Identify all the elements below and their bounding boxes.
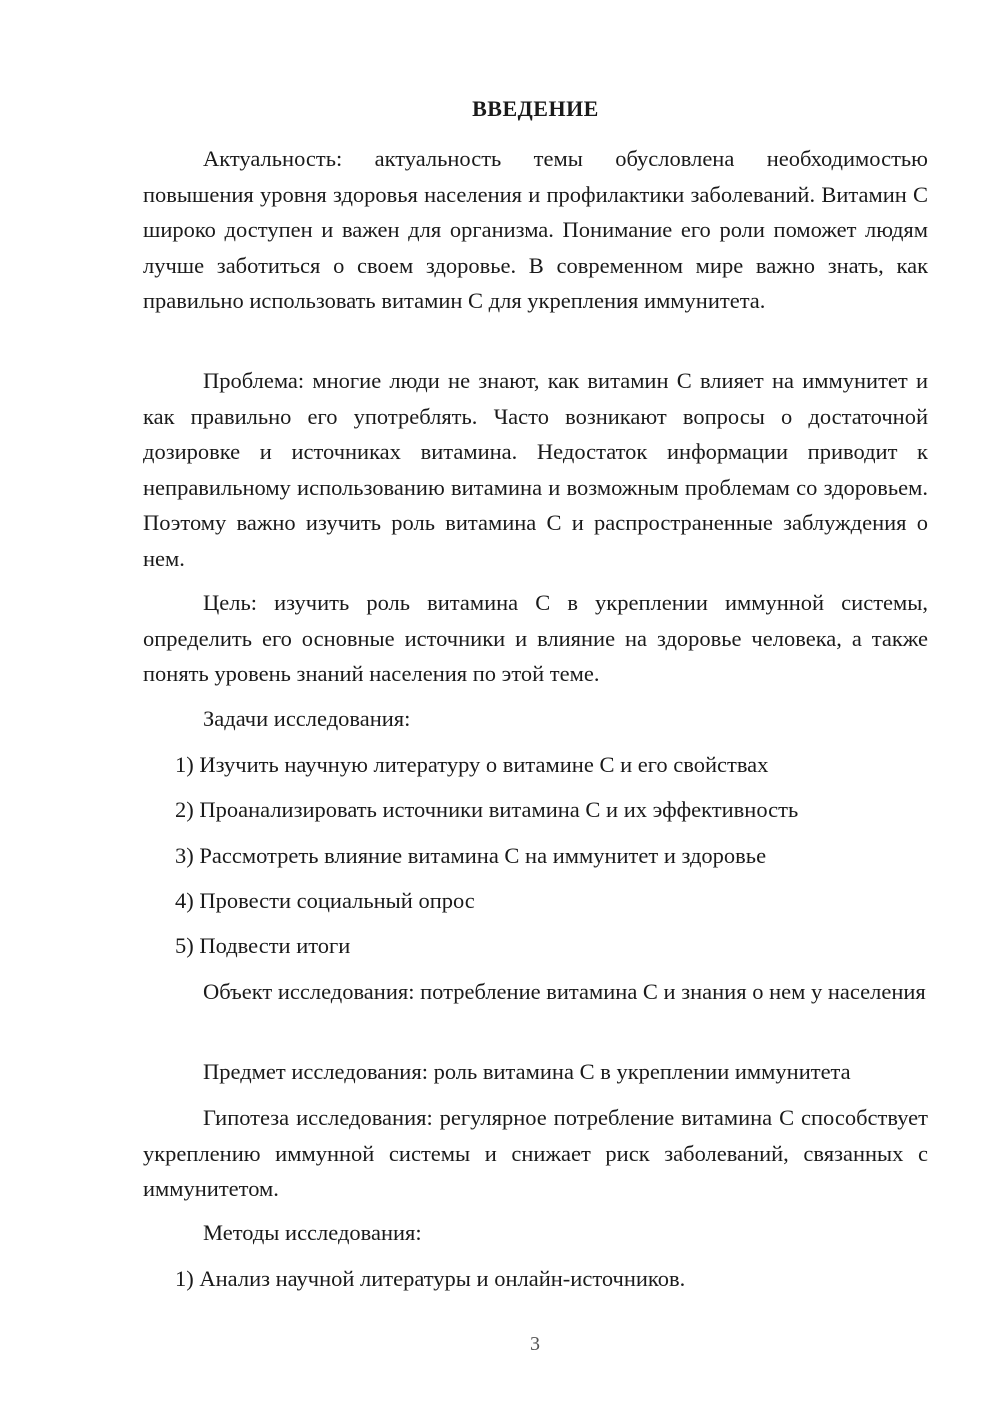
- object-paragraph: Объект исследования: потребление витамина С и знания о нем у населения: [203, 979, 926, 1004]
- problem-paragraph: Проблема: многие люди не знают, как витамин С влияет на иммунитет и как правильно его употреблять. Часто возникают вопросы о достаточной дозировке и источниках витамина. Недостаток информации приводит к неправильному использованию витамина и возможным проблемам со здоровьем. Поэтому важно изучить роль витамина С и распространенные заблуждения о нем.: [143, 368, 928, 571]
- list-item: 4) Провести социальный опрос: [175, 888, 475, 913]
- goal-paragraph: Цель: изучить роль витамина С в укреплении иммунной системы, определить его основные источники и влияние на здоровье человека, а также понять уровень знаний населения по этой теме.: [143, 590, 928, 686]
- page-number: 3: [530, 1333, 540, 1355]
- methods-heading: Методы исследования:: [203, 1220, 422, 1245]
- list-item: 1) Анализ научной литературы и онлайн-источников.: [175, 1266, 686, 1291]
- hypothesis-paragraph: Гипотеза исследования: регулярное потребление витамина С способствует укреплению иммунной системы и снижает риск заболеваний, связанных с иммунитетом.: [143, 1105, 928, 1201]
- tasks-heading: Задачи исследования:: [203, 706, 411, 731]
- page-title: ВВЕДЕНИЕ: [472, 96, 599, 121]
- list-item: 5) Подвести итоги: [175, 933, 351, 958]
- subject-paragraph: Предмет исследования: роль витамина С в укреплении иммунитета: [203, 1059, 851, 1084]
- list-item: 1) Изучить научную литературу о витамине С и его свойствах: [175, 752, 769, 777]
- list-item: 2) Проанализировать источники витамина С и их эффективность: [175, 797, 799, 822]
- list-item: 3) Рассмотреть влияние витамина С на иммунитет и здоровье: [175, 843, 767, 868]
- relevance-paragraph: Актуальность: актуальность темы обусловлена необходимостью повышения уровня здоровья населения и профилактики заболеваний. Витамин С широко доступен и важен для организма. Понимание его роли поможет людям лучше заботиться о своем здоровье. В современном мире важно знать, как правильно использовать витамин С для укрепления иммунитета.: [143, 146, 928, 313]
